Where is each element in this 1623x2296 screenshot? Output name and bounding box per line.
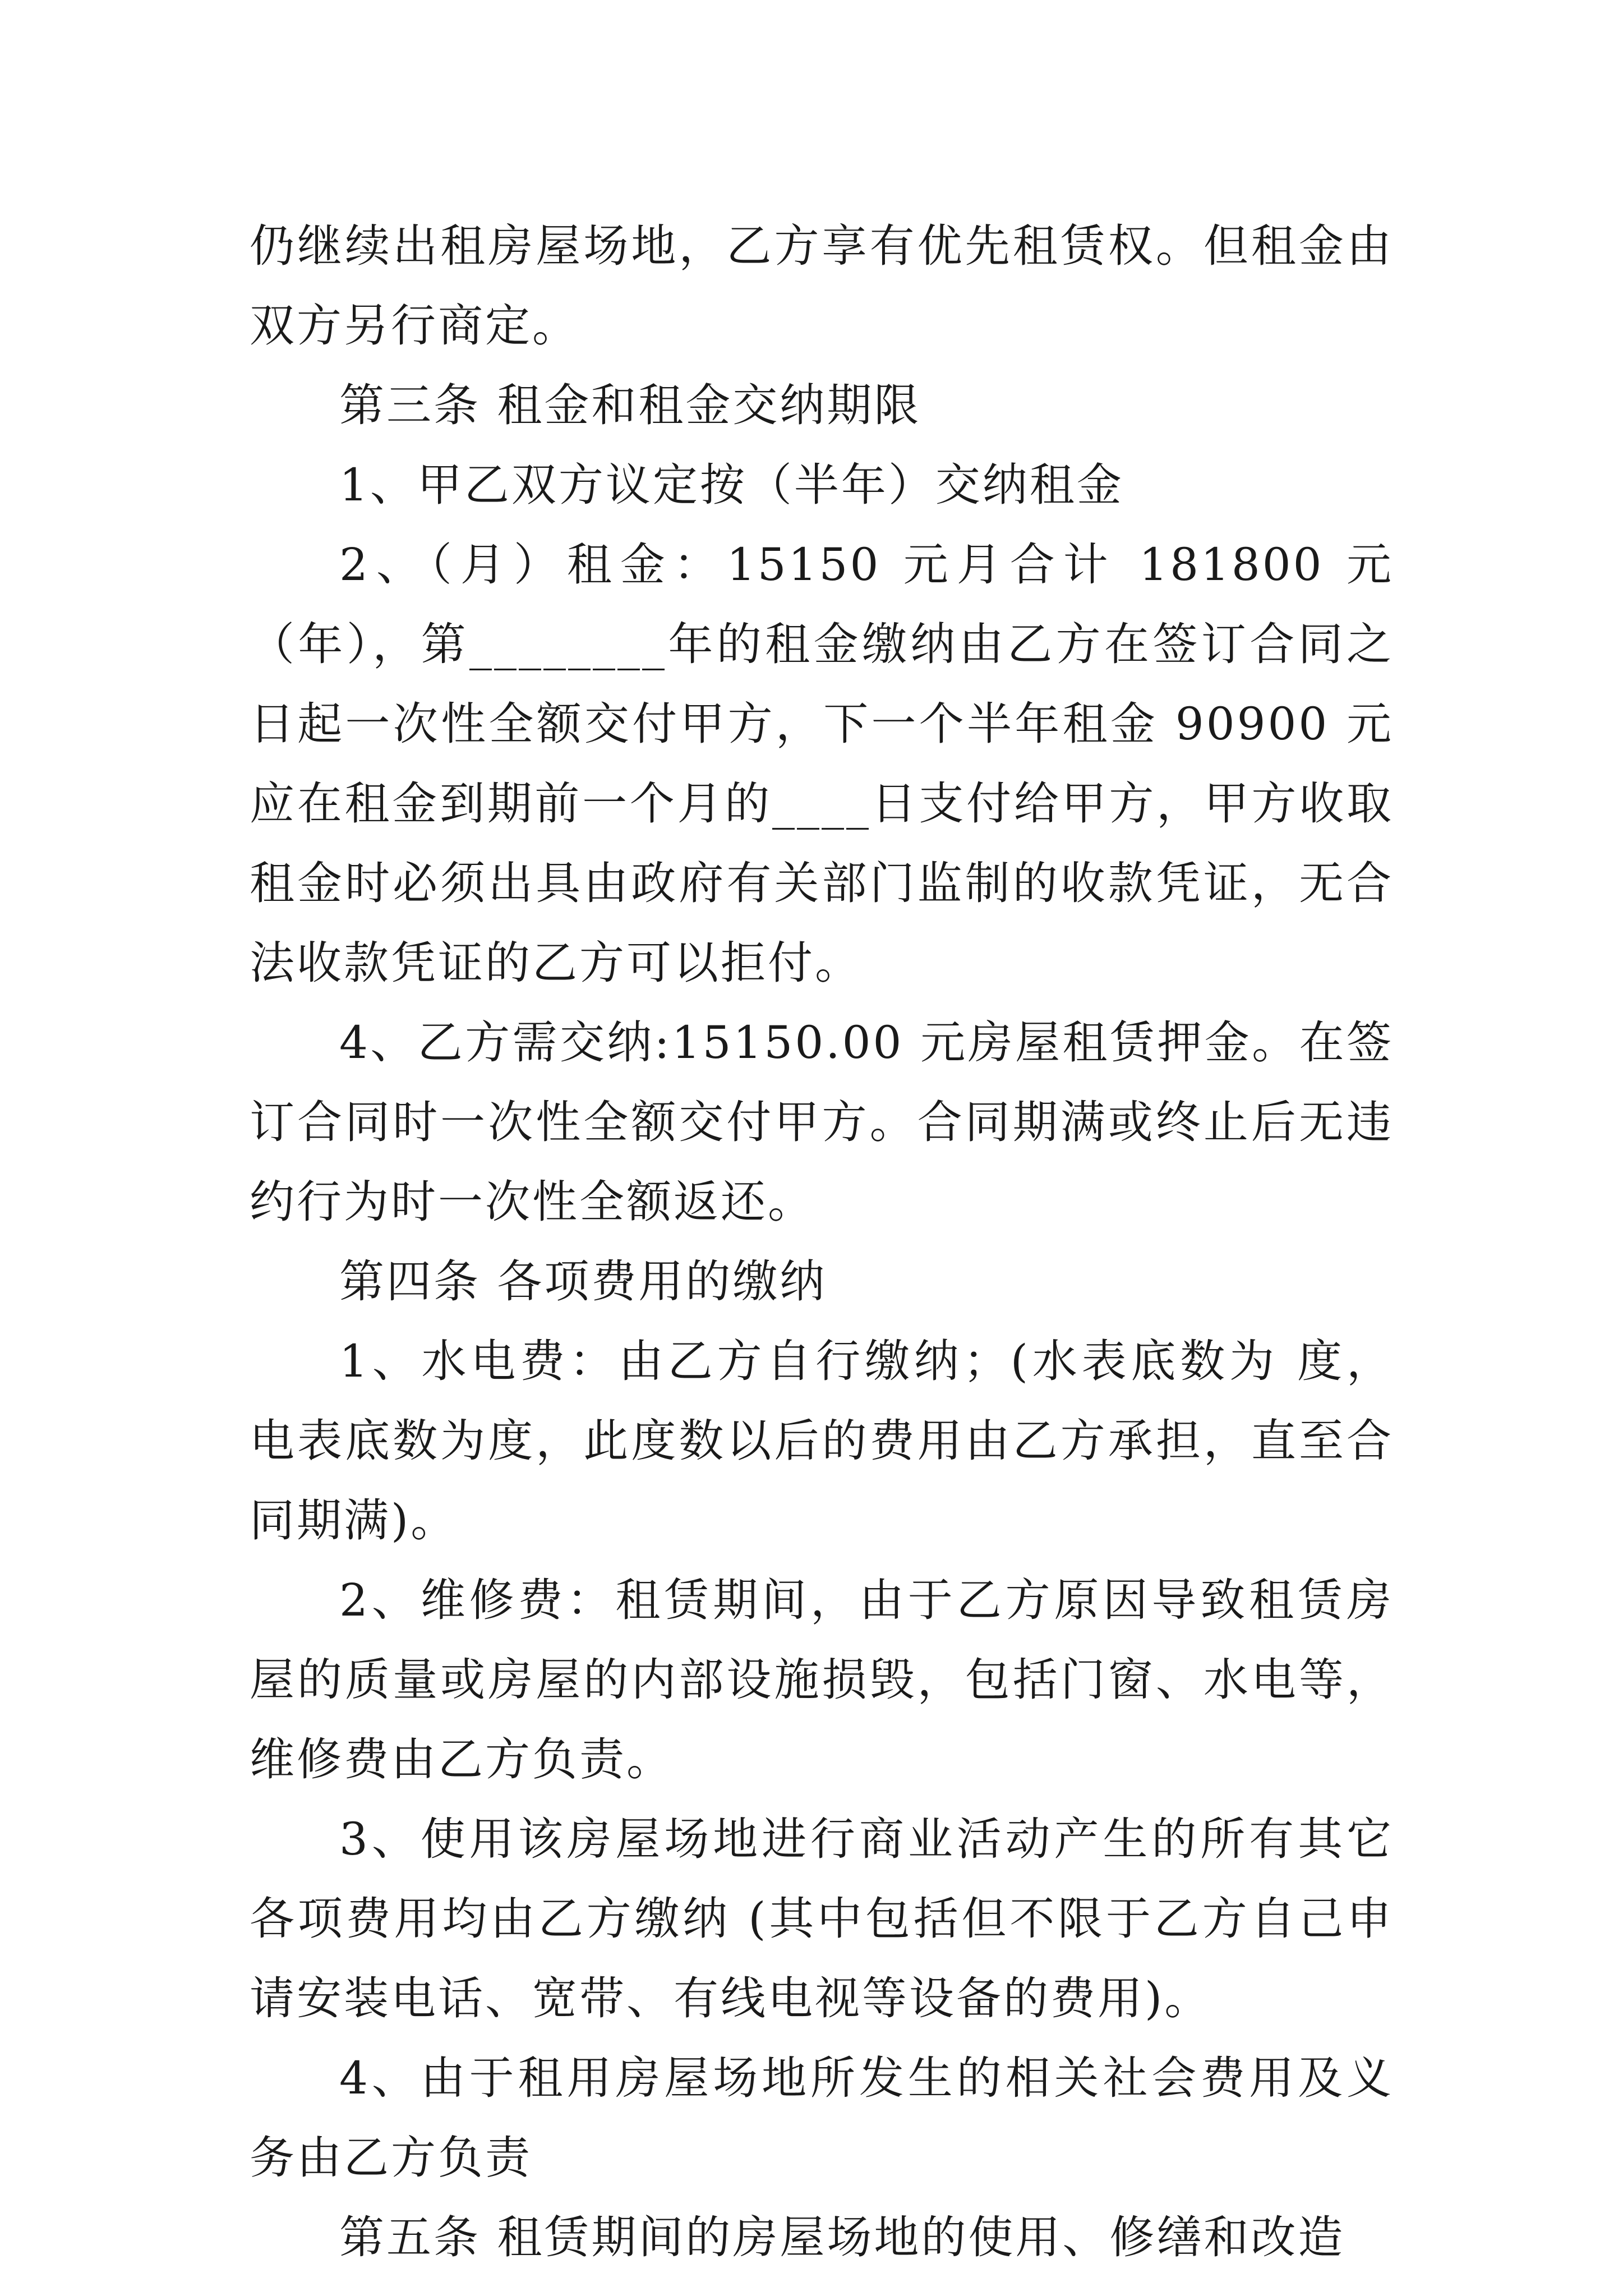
section-heading-article-4: 第四条 各项费用的缴纳 <box>339 1255 827 1308</box>
paragraph-continuation: 仍继续出租房屋场地，乙方享有优先租赁权。但租金由双方另行商定。 <box>250 220 1394 352</box>
paragraph-fees-clause-4: 4、由于租用房屋场地所发生的相关社会费用及义务由乙方负责 <box>250 2052 1394 2184</box>
paragraph-rent-clause-1: 1、甲乙双方议定按（半年）交纳租金 <box>339 459 1124 511</box>
paragraph-deposit-clause-4: 4、乙方需交纳:15150.00 元房屋租赁押金。在签订合同时一次性全额交付甲方。合同期满或终止后无违约行为时一次性全额返还。 <box>250 1016 1394 1228</box>
section-heading-article-5: 第五条 租赁期间的房屋场地的使用、修缮和改造 <box>339 2211 1345 2263</box>
paragraph-rent-clause-2: 2、（月）租金：15150 元月合计 181800 元（年），第________年的租金缴纳由乙方在签订合同之日起一次性全额交付甲方，下一个半年租金 90900 元应在租金到期前一个月的____日支付给甲方，甲方收取租金时必须出具由政府有关部门监制的收款凭证，无合法收款凭证的乙方可以拒付。 <box>250 539 1394 989</box>
paragraph-fees-clause-2: 2、维修费：租赁期间，由于乙方原因导致租赁房屋的质量或房屋的内部设施损毁，包括门窗、水电等，维修费由乙方负责。 <box>250 1574 1394 1786</box>
section-heading-article-3: 第三条 租金和租金交纳期限 <box>339 379 921 431</box>
paragraph-fees-clause-3: 3、使用该房屋场地进行商业活动产生的所有其它各项费用均由乙方缴纳 (其中包括但不限于乙方自己申请安装电话、宽带、有线电视等设备的费用)。 <box>250 1813 1394 2024</box>
paragraph-fees-clause-1: 1、水电费：由乙方自行缴纳；(水表底数为 度，电表底数为度，此度数以后的费用由乙方承担，直至合同期满)。 <box>250 1335 1394 1547</box>
document-body <box>250 206 1394 2277</box>
